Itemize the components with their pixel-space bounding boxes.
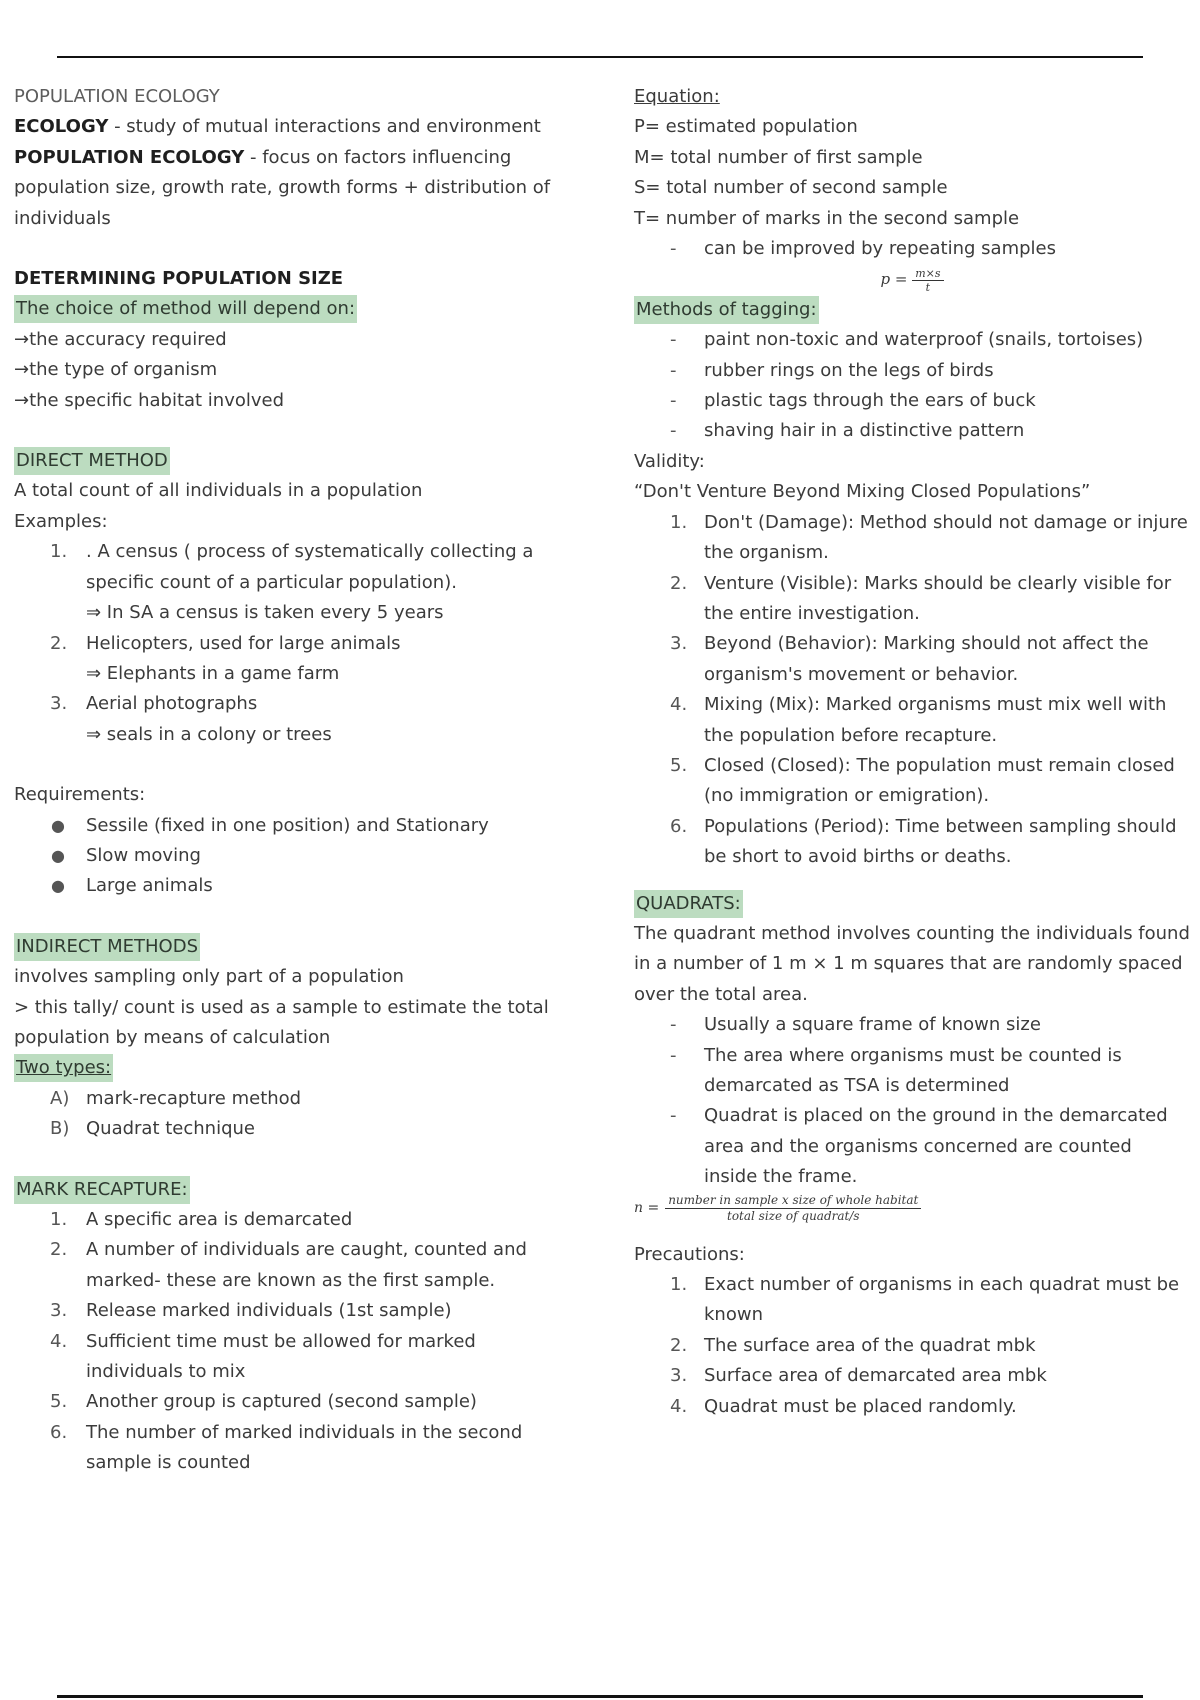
- right-column: [634, 82, 1190, 1422]
- precaution-item: 2. The surface area of the quadrat mbk: [670, 1334, 1036, 1356]
- indirect-methods-heading: INDIRECT METHODS: [14, 933, 200, 961]
- validity-item: 6. Populations (Period): Time between sampling should be short to avoid births or deaths.: [670, 815, 1177, 868]
- example-item: 2. Helicopters, used for large animals: [50, 632, 401, 654]
- quadrat-formula: n = $\frac{\text{number in sample x size of whole habitat}}{\text{total size of quadrat/s}}$: [634, 1193, 1190, 1224]
- precautions-label: Precautions:: [634, 1243, 745, 1265]
- example-sub: ⇒ Elephants in a game farm: [86, 662, 340, 684]
- tagging-item: - shaving hair in a distinctive pattern: [670, 420, 1025, 442]
- bullet-icon: ●: [51, 815, 65, 835]
- type-item: B) Quadrat technique: [50, 1118, 255, 1140]
- requirements-label: Requirements:: [14, 784, 146, 806]
- example-sub: ⇒ seals in a colony or trees: [86, 723, 332, 745]
- requirement-item: ● Sessile (fixed in one position) and Stationary: [14, 811, 574, 841]
- choice-heading: The choice of method will depend on:: [14, 295, 357, 323]
- bullet-icon: ●: [51, 845, 65, 865]
- choice-item: →the accuracy required: [14, 328, 227, 350]
- population-ecology-definition: POPULATION ECOLOGY - focus on factors influencing population size, growth rate, growth forms + distribution of individuals: [14, 146, 551, 229]
- population-formula: p = $\frac{m\times s}{t}$: [634, 264, 1190, 294]
- choice-item: →the specific habitat involved: [14, 389, 285, 411]
- bullet-icon: ●: [51, 876, 65, 896]
- examples-label: Examples:: [14, 510, 108, 532]
- bottom-rule: [57, 1695, 1143, 1698]
- precaution-item: 3. Surface area of demarcated area mbk: [670, 1365, 1047, 1387]
- precaution-item: 4. Quadrat must be placed randomly.: [670, 1395, 1017, 1417]
- left-column: [14, 82, 574, 1479]
- indirect-line: involves sampling only part of a population: [14, 966, 404, 988]
- validity-mnemonic: “Don't Venture Beyond Mixing Closed Populations”: [634, 481, 1091, 503]
- determining-heading: DETERMINING POPULATION SIZE: [14, 268, 344, 290]
- mark-step: 4. Sufficient time must be allowed for marked individuals to mix: [50, 1330, 476, 1383]
- example-item: 1. . A census ( process of systematically collecting a specific count of a particular population).: [50, 541, 534, 593]
- tagging-heading: Methods of tagging:: [634, 296, 819, 324]
- quadrat-point: - Usually a square frame of known size: [670, 1014, 1041, 1036]
- ecology-definition: ECOLOGY - study of mutual interactions and environment: [14, 116, 541, 138]
- direct-method-heading: DIRECT METHOD: [14, 447, 170, 475]
- validity-item: 5. Closed (Closed): The population must remain closed (no immigration or emigration).: [670, 754, 1175, 807]
- tagging-item: - rubber rings on the legs of birds: [670, 359, 994, 381]
- precaution-item: 1. Exact number of organisms in each quadrat must be known: [670, 1274, 1180, 1326]
- validity-item: 2. Venture (Visible): Marks should be clearly visible for the entire investigation.: [670, 572, 1172, 624]
- page-title: POPULATION ECOLOGY: [14, 86, 220, 107]
- mark-recapture-heading: MARK RECAPTURE:: [14, 1176, 190, 1204]
- definition-line: T= number of marks in the second sample: [634, 207, 1020, 229]
- example-item: 3. Aerial photographs: [50, 693, 258, 715]
- indirect-line: > this tally/ count is used as a sample to estimate the total population by means of calculation: [14, 996, 549, 1048]
- definition-line: S= total number of second sample: [634, 177, 948, 199]
- requirement-item: ● Large animals: [14, 871, 574, 901]
- mark-step: 2. A number of individuals are caught, counted and marked- these are known as the first sample.: [50, 1239, 527, 1291]
- validity-label: Validity:: [634, 450, 705, 472]
- type-item: A) mark-recapture method: [50, 1087, 302, 1109]
- mark-step: 1. A specific area is demarcated: [50, 1209, 353, 1230]
- quadrats-definition: The quadrant method involves counting the individuals found in a number of 1 m × 1 m squares that are randomly spaced over the total area.: [634, 922, 1190, 1005]
- mark-step: 6. The number of marked individuals in the second sample is counted: [50, 1421, 523, 1474]
- requirement-item: ● Slow moving: [14, 841, 574, 871]
- tagging-item: - plastic tags through the ears of buck: [670, 390, 1036, 412]
- validity-item: 1. Don't (Damage): Method should not damage or injure the organism.: [670, 511, 1188, 564]
- validity-item: 3. Beyond (Behavior): Marking should not affect the organism's movement or behavior.: [670, 633, 1149, 685]
- top-rule: [57, 56, 1143, 58]
- direct-definition: A total count of all individuals in a population: [14, 480, 423, 502]
- improve-note: - can be improved by repeating samples: [670, 238, 1056, 260]
- mark-step: 5. Another group is captured (second sample): [50, 1391, 477, 1413]
- two-types-label: Two types:: [14, 1054, 113, 1082]
- quadrat-point: - The area where organisms must be counted is demarcated as TSA is determined: [670, 1044, 1122, 1096]
- definition-line: M= total number of first sample: [634, 146, 923, 168]
- choice-item: →the type of organism: [14, 359, 218, 381]
- example-sub: ⇒ In SA a census is taken every 5 years: [86, 602, 444, 624]
- tagging-item: - paint non-toxic and waterproof (snails, tortoises): [670, 329, 1144, 351]
- mark-step: 3. Release marked individuals (1st sample): [50, 1300, 452, 1322]
- quadrat-point: - Quadrat is placed on the ground in the demarcated area and the organisms concerned are counted inside the frame.: [670, 1105, 1168, 1188]
- definition-line: P= estimated population: [634, 116, 858, 138]
- quadrats-heading: QUADRATS:: [634, 890, 743, 918]
- validity-item: 4. Mixing (Mix): Marked organisms must mix well with the population before recapture.: [670, 694, 1167, 746]
- equation-label: Equation:: [634, 86, 720, 107]
